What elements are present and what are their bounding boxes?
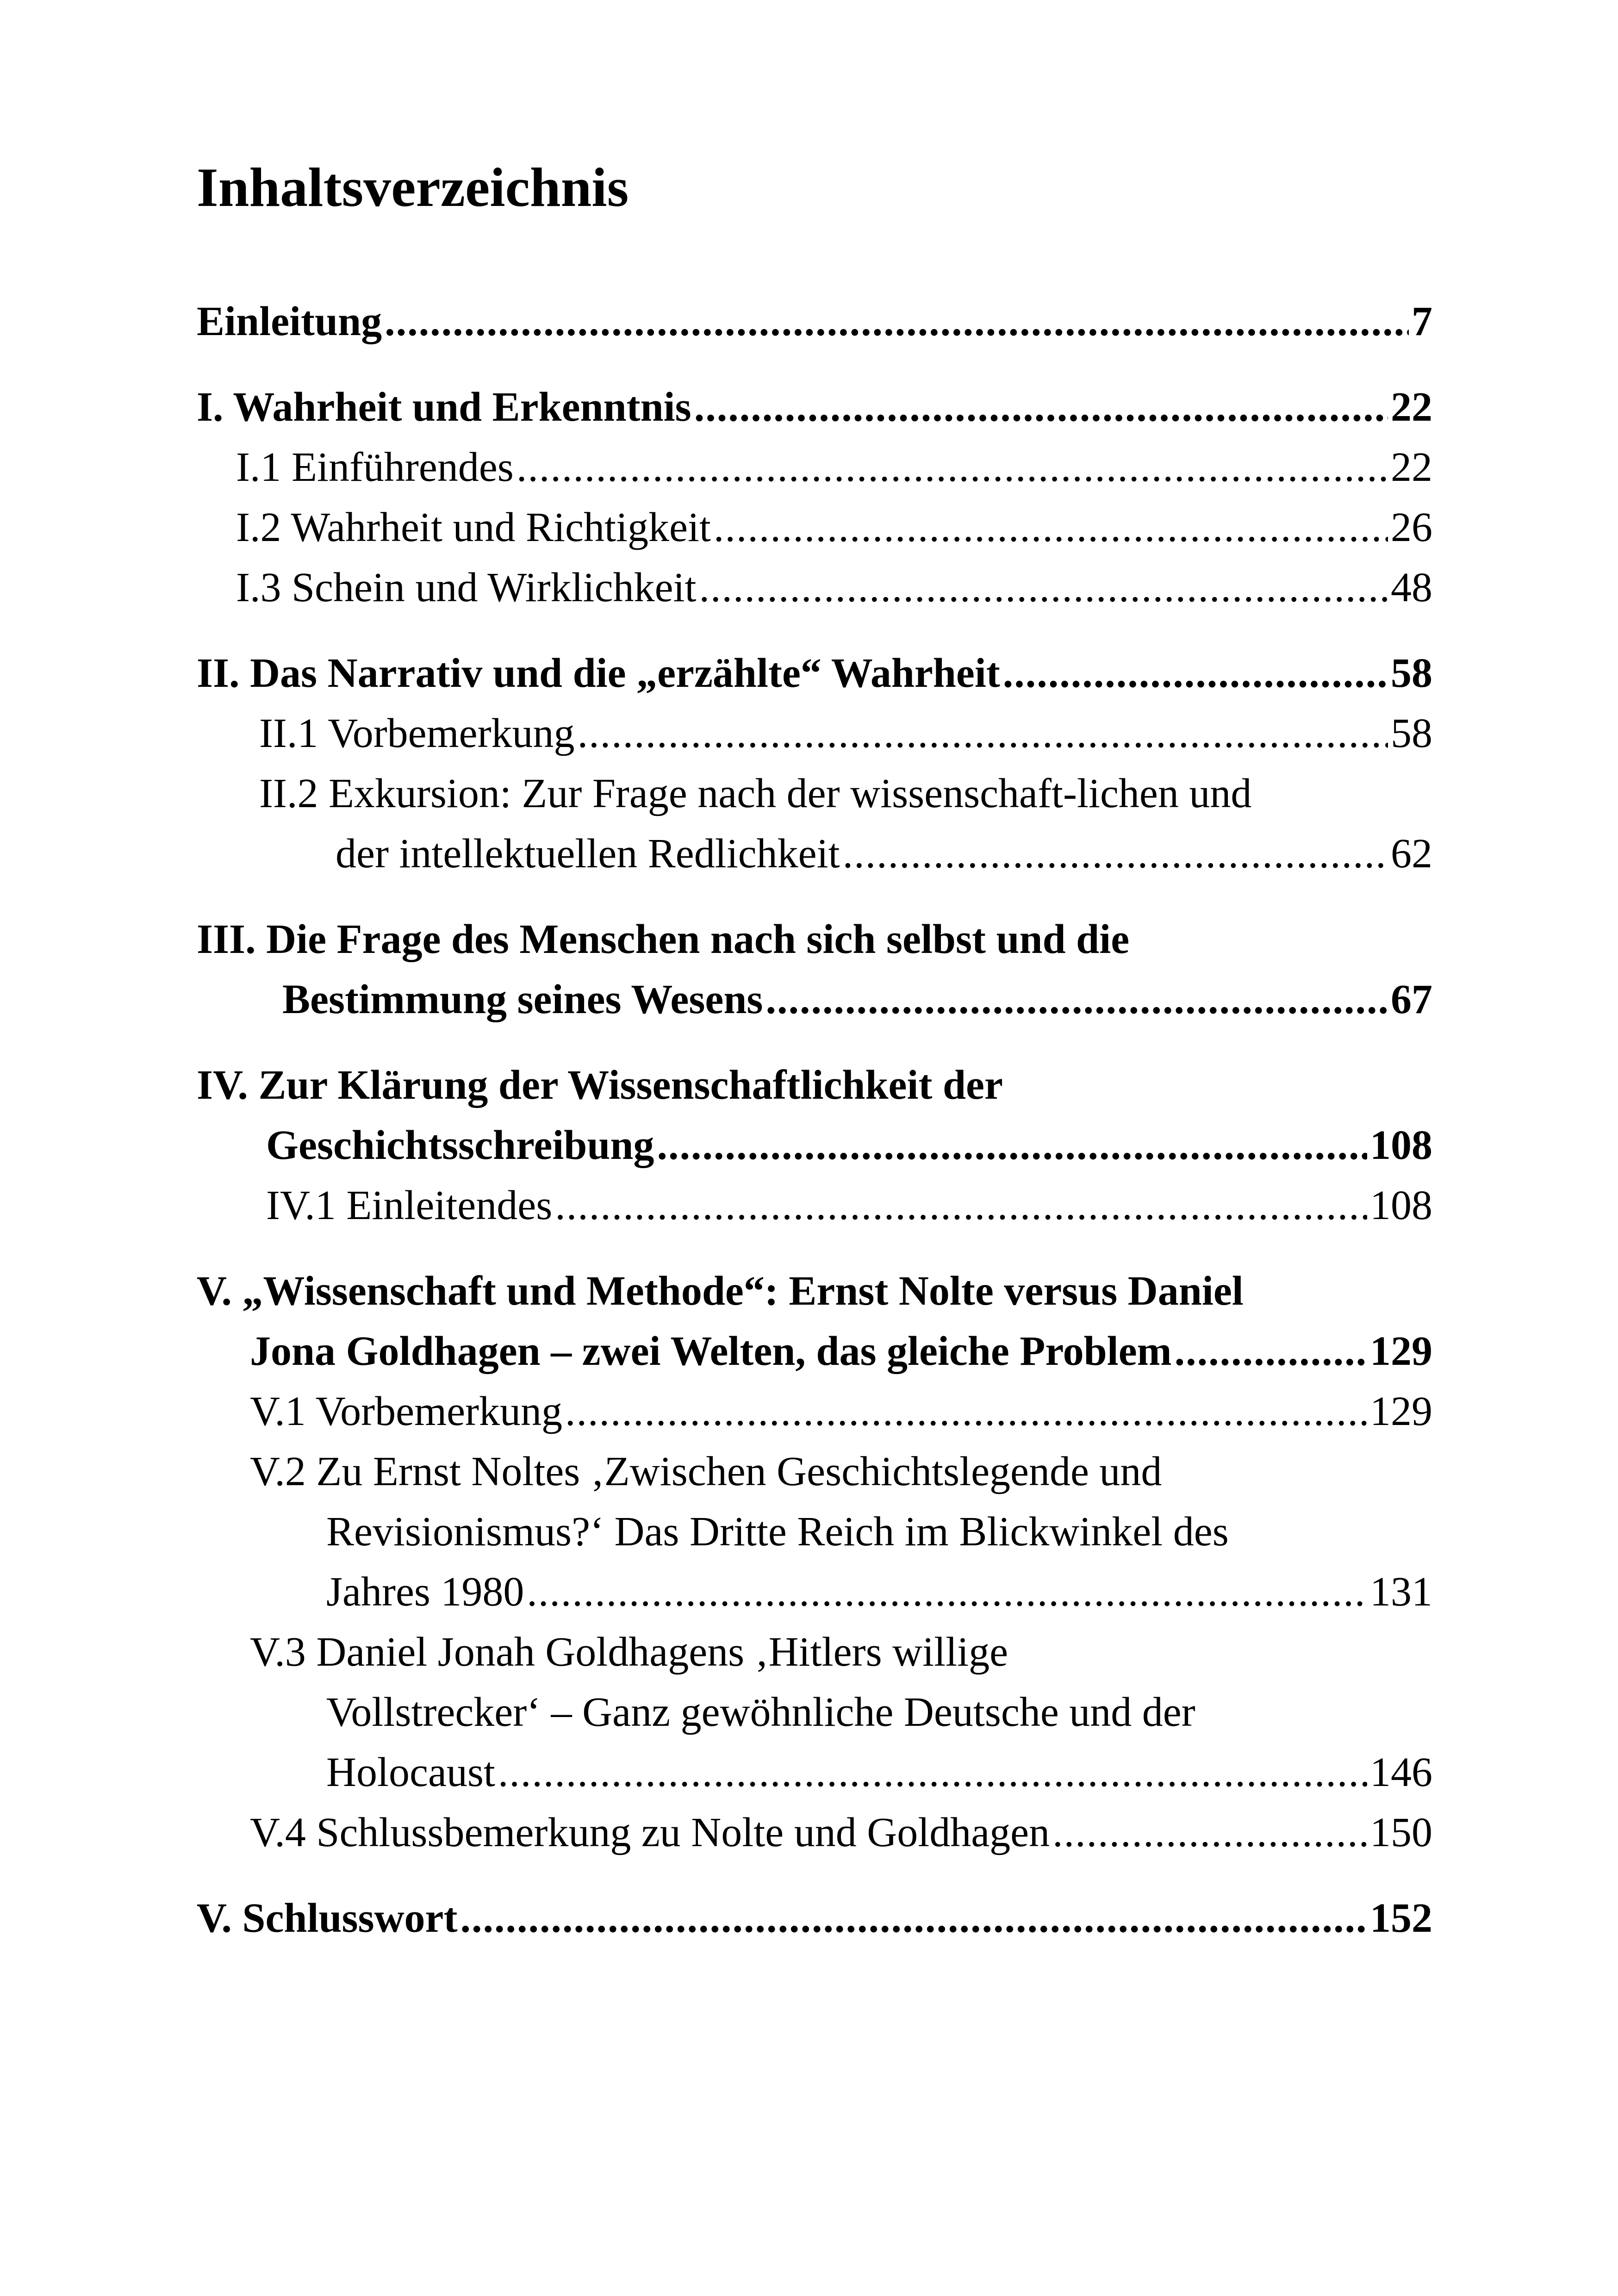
leader-dots bbox=[714, 498, 1388, 558]
toc-entry-schlusswort[interactable] bbox=[197, 1888, 1432, 1948]
toc-label: II. Das Narrativ und die „erzählte“ Wahrheit bbox=[197, 650, 1000, 696]
page-title: Inhaltsverzeichnis bbox=[197, 156, 629, 218]
toc-page-number: 48 bbox=[1391, 565, 1432, 610]
toc-label: I.2 Wahrheit und Richtigkeit bbox=[236, 504, 711, 550]
leader-dots bbox=[657, 1115, 1367, 1176]
toc-page-number: 7 bbox=[1412, 299, 1432, 344]
toc-entry-ch2-2-line1[interactable]: II.2 Exkursion: Zur Frage nach der wissenschaft-lichen und bbox=[259, 771, 1252, 816]
toc-entry-ch5-2-line1[interactable]: V.2 Zu Ernst Noltes ‚Zwischen Geschichtslegende und bbox=[250, 1449, 1162, 1494]
toc-entry-ch2-2[interactable] bbox=[336, 824, 1432, 884]
toc-label: I.1 Einführendes bbox=[236, 444, 514, 490]
leader-dots bbox=[555, 1176, 1367, 1236]
toc-page-number: 146 bbox=[1370, 1749, 1432, 1795]
toc-label: I.3 Schein und Wirklichkeit bbox=[236, 565, 697, 610]
leader-dots bbox=[527, 1562, 1367, 1622]
toc-page-number: 152 bbox=[1370, 1895, 1432, 1941]
toc-entry-ch3-line1[interactable]: III. Die Frage des Menschen nach sich selbst und die bbox=[197, 916, 1130, 962]
toc-label: IV.1 Einleitendes bbox=[266, 1182, 553, 1228]
toc-entry-ch5-2[interactable] bbox=[326, 1562, 1432, 1622]
toc-page-number: 150 bbox=[1370, 1810, 1432, 1855]
toc-page-number: 129 bbox=[1370, 1388, 1432, 1434]
leader-dots bbox=[498, 1742, 1367, 1803]
toc-entry-einleitung[interactable] bbox=[197, 292, 1432, 352]
toc-page-number: 58 bbox=[1391, 710, 1432, 756]
toc-label: Holocaust bbox=[326, 1749, 495, 1795]
toc-page-number: 108 bbox=[1370, 1182, 1432, 1228]
toc-entry-ch5-2-line2[interactable]: Revisionismus?‘ Das Dritte Reich im Blickwinkel des bbox=[326, 1509, 1229, 1555]
toc-entry-ch2-1[interactable] bbox=[259, 703, 1432, 764]
leader-dots bbox=[385, 292, 1409, 352]
toc-label: Jona Goldhagen – zwei Welten, das gleiche Problem bbox=[250, 1328, 1172, 1374]
toc-page-number: 131 bbox=[1370, 1569, 1432, 1615]
leader-dots bbox=[1003, 643, 1388, 703]
toc-page-number: 67 bbox=[1391, 977, 1432, 1022]
toc-page-number: 22 bbox=[1391, 444, 1432, 490]
toc-label: Bestimmung seines Wesens bbox=[282, 977, 763, 1022]
toc-page-number: 108 bbox=[1370, 1122, 1432, 1168]
toc-entry-ch5-4[interactable] bbox=[250, 1803, 1432, 1863]
toc-label: I. Wahrheit und Erkenntnis bbox=[197, 384, 691, 430]
toc-entry-ch1-3[interactable] bbox=[236, 558, 1432, 618]
toc-entry-ch5-3[interactable] bbox=[326, 1742, 1432, 1803]
leader-dots bbox=[765, 970, 1388, 1030]
leader-dots bbox=[699, 558, 1388, 618]
toc-entry-ch5-3-line2[interactable]: Vollstrecker‘ – Ganz gewöhnliche Deutsche und der bbox=[326, 1689, 1195, 1735]
toc-entry-ch1-1[interactable] bbox=[236, 437, 1432, 498]
toc-label: II.1 Vorbemerkung bbox=[259, 710, 575, 756]
toc-label: Jahres 1980 bbox=[326, 1569, 524, 1615]
leader-dots bbox=[578, 703, 1388, 764]
toc-page-number: 58 bbox=[1391, 650, 1432, 696]
toc-page-number: 62 bbox=[1391, 831, 1432, 877]
leader-dots bbox=[843, 824, 1388, 884]
toc-label: Einleitung bbox=[197, 299, 382, 344]
toc-entry-ch5-1[interactable] bbox=[250, 1381, 1432, 1442]
leader-dots bbox=[1175, 1321, 1367, 1381]
toc-entry-ch5[interactable] bbox=[250, 1321, 1432, 1381]
toc-page-number: 129 bbox=[1370, 1328, 1432, 1374]
toc-page-number: 22 bbox=[1391, 384, 1432, 430]
leader-dots bbox=[460, 1888, 1367, 1948]
toc-label: V.4 Schlussbemerkung zu Nolte und Goldhagen bbox=[250, 1810, 1050, 1855]
toc-entry-ch4-1[interactable] bbox=[266, 1176, 1432, 1236]
leader-dots bbox=[565, 1381, 1367, 1442]
toc-entry-ch1[interactable] bbox=[197, 377, 1432, 437]
toc-entry-ch1-2[interactable] bbox=[236, 498, 1432, 558]
toc-label: Geschichtsschreibung bbox=[266, 1122, 654, 1168]
toc-label: der intellektuellen Redlichkeit bbox=[336, 831, 840, 877]
toc-entry-ch5-3-line1[interactable]: V.3 Daniel Jonah Goldhagens ‚Hitlers willige bbox=[250, 1629, 1008, 1675]
toc-label: V.1 Vorbemerkung bbox=[250, 1388, 562, 1434]
leader-dots bbox=[694, 377, 1388, 437]
toc-entry-ch2[interactable] bbox=[197, 643, 1432, 703]
toc-entry-ch3[interactable] bbox=[282, 970, 1432, 1030]
toc-label: V. Schlusswort bbox=[197, 1895, 458, 1941]
toc-entry-ch4[interactable] bbox=[266, 1115, 1432, 1176]
leader-dots bbox=[1052, 1803, 1367, 1863]
toc-entry-ch4-line1[interactable]: IV. Zur Klärung der Wissenschaftlichkeit der bbox=[197, 1062, 1003, 1108]
toc-entry-ch5-line1[interactable]: V. „Wissenschaft und Methode“: Ernst Nolte versus Daniel bbox=[197, 1268, 1244, 1314]
leader-dots bbox=[517, 437, 1388, 498]
toc-page-number: 26 bbox=[1391, 504, 1432, 550]
